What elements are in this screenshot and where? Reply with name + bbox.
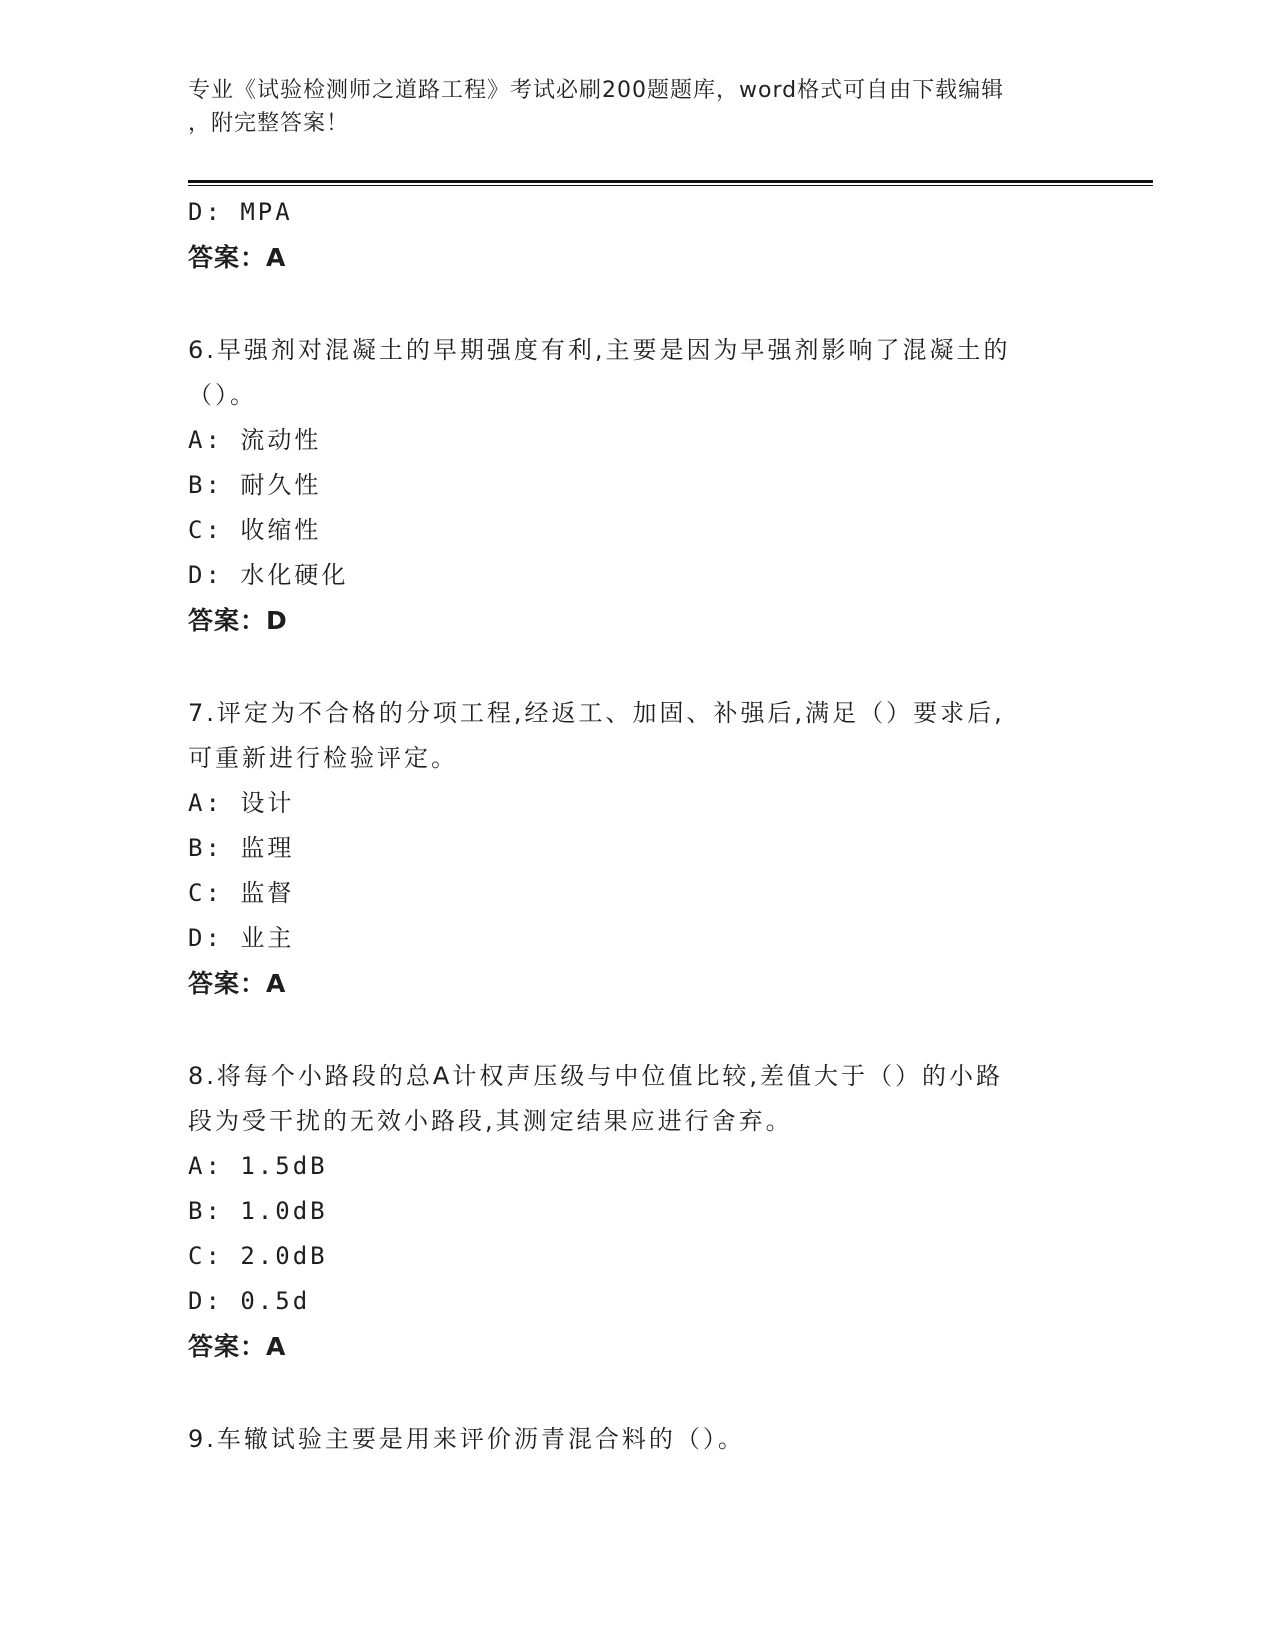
question-text-line-1: 8.将每个小路段的总A计权声压级与中位值比较,差值大于（）的小路 [188, 1062, 1003, 1090]
document-body [188, 190, 1088, 1462]
option-c: C: 监督 [188, 879, 295, 907]
option-a: A: 设计 [188, 789, 295, 817]
header-line-1: 专业《试验检测师之道路工程》考试必刷200题题库，word格式可自由下载编辑 [188, 78, 1005, 103]
option-d: D: 水化硬化 [188, 561, 349, 589]
question-7 [188, 691, 1088, 1006]
header-divider-thick [188, 180, 1153, 183]
question-text-line-1: 7.评定为不合格的分项工程,经返工、加固、补强后,满足（）要求后, [188, 699, 1005, 727]
question-text-line-2: （）。 [188, 381, 257, 409]
option-b: B: 监理 [188, 834, 295, 862]
answer-label: 答案：A [188, 1332, 287, 1361]
header-line-2: ，附完整答案！ [188, 111, 350, 136]
answer-label: 答案：D [188, 606, 288, 635]
question-text-line-2: 可重新进行检验评定。 [188, 744, 458, 772]
option-d: D: MPA [188, 198, 293, 226]
answer-label: 答案：A [188, 243, 287, 272]
option-a: A: 流动性 [188, 426, 322, 454]
option-d: D: 0.5d [188, 1287, 311, 1315]
option-d: D: 业主 [188, 924, 295, 952]
document-header [188, 74, 1088, 140]
question-8 [188, 1054, 1088, 1369]
option-a: A: 1.5dB [188, 1152, 328, 1180]
question-text-line-1: 9.车辙试验主要是用来评价沥青混合料的（）。 [188, 1425, 745, 1453]
question-text-line-1: 6.早强剂对混凝土的早期强度有利,主要是因为早强剂影响了混凝土的 [188, 336, 1011, 364]
question-text-line-2: 段为受干扰的无效小路段,其测定结果应进行舍弃。 [188, 1107, 793, 1135]
answer-label: 答案：A [188, 969, 287, 998]
question-9 [188, 1417, 1088, 1462]
option-c: C: 2.0dB [188, 1242, 328, 1270]
option-b: B: 耐久性 [188, 471, 322, 499]
question-5-tail [188, 190, 1088, 280]
option-c: C: 收缩性 [188, 516, 322, 544]
option-b: B: 1.0dB [188, 1197, 328, 1225]
header-divider-thin [188, 185, 1153, 186]
question-6 [188, 328, 1088, 643]
